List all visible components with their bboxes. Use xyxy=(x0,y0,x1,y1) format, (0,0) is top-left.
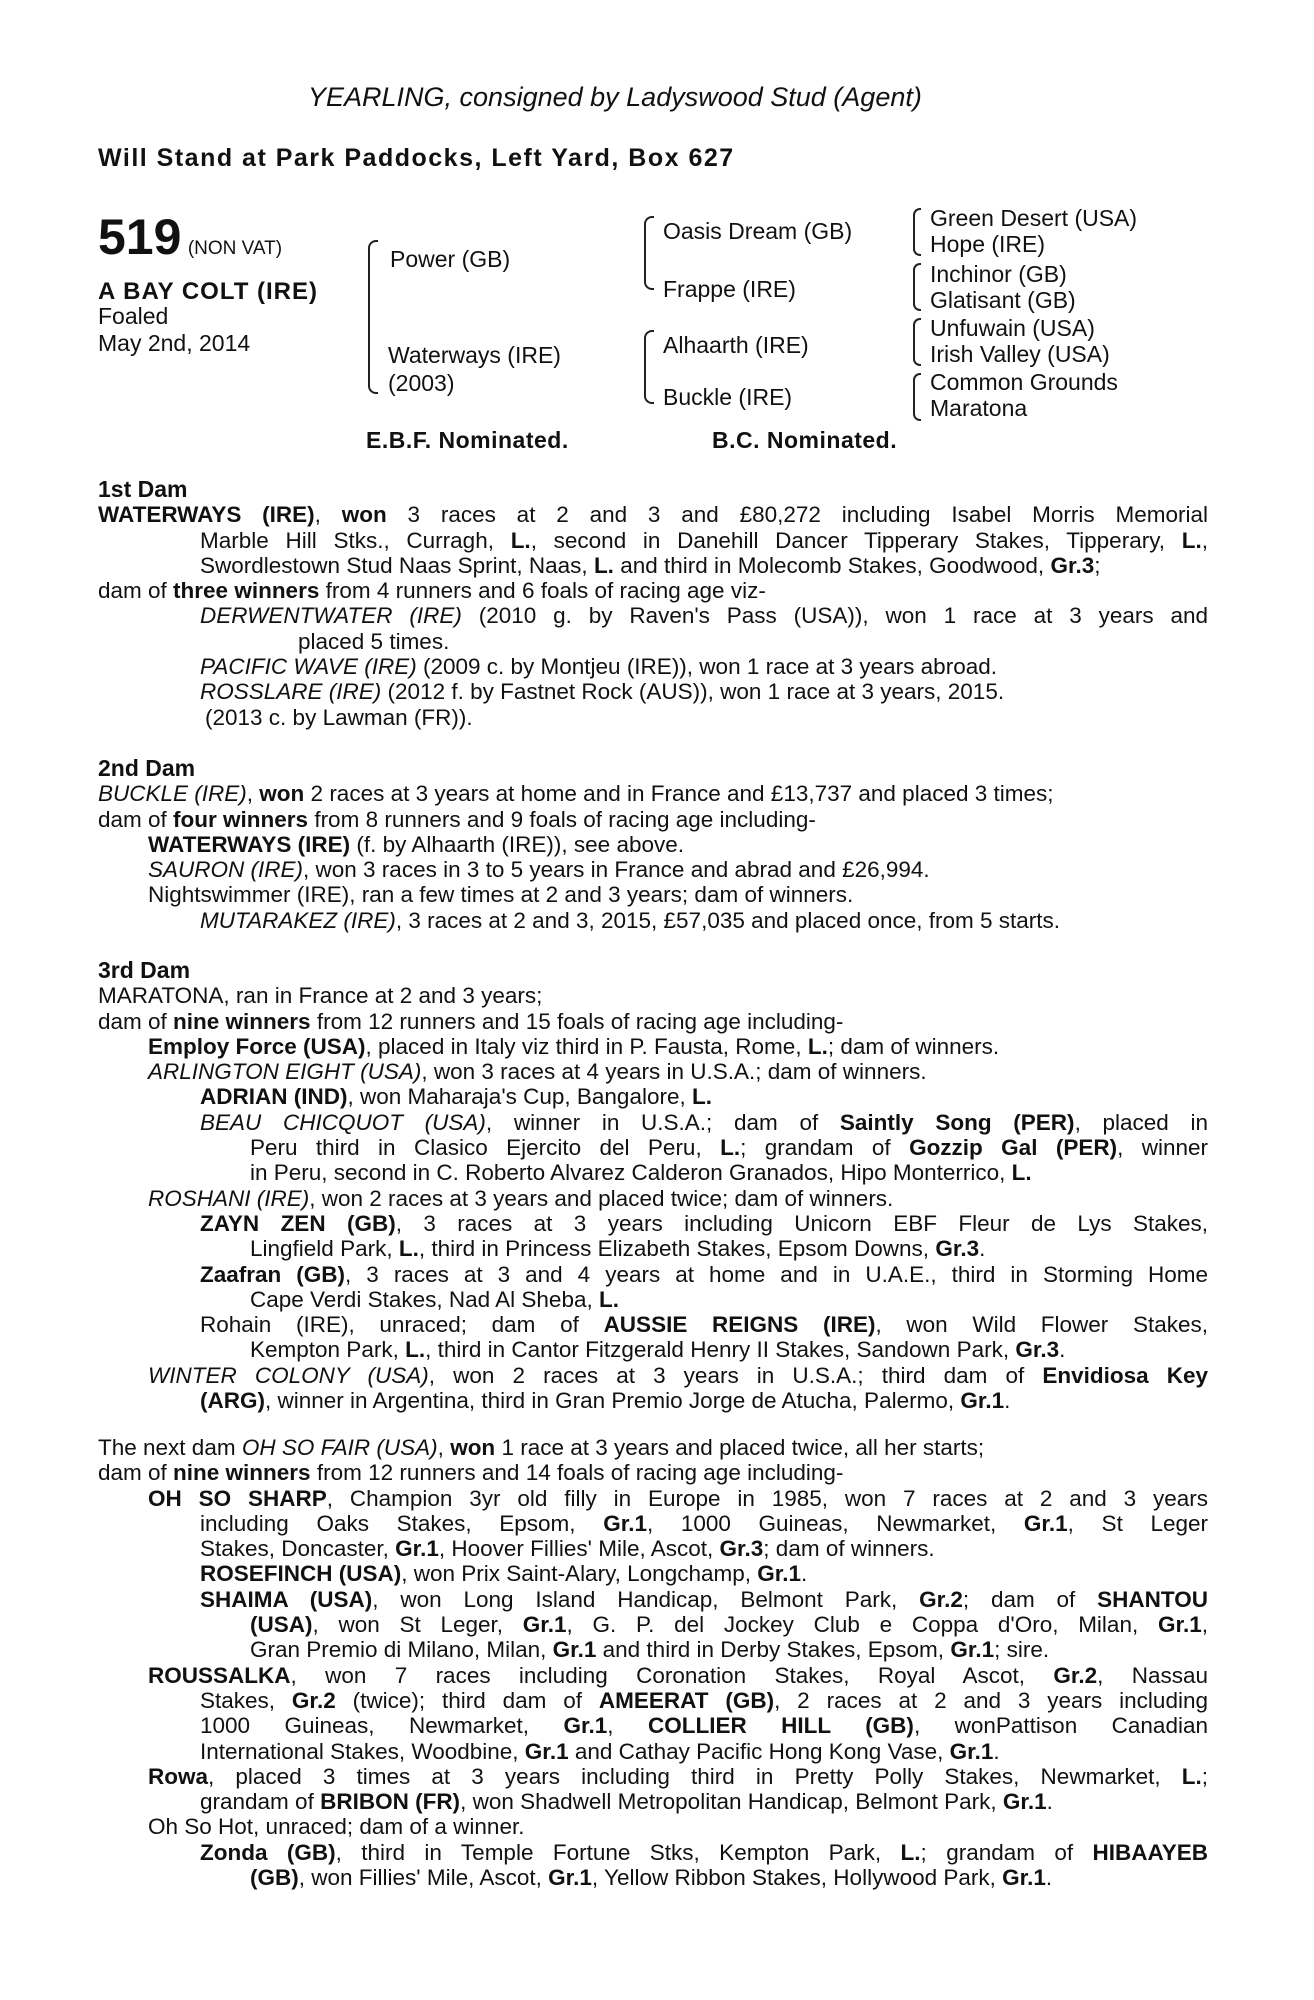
text: nine winners xyxy=(173,1460,311,1486)
text: ARLINGTON EIGHT (USA) xyxy=(148,1059,422,1085)
text: Stakes, xyxy=(200,1687,292,1713)
text: 2 races at 3 years at home and in France and £13,737 and placed 3 times; xyxy=(304,781,1054,807)
text: L. xyxy=(1181,1763,1202,1789)
first-dam-section xyxy=(98,477,1208,730)
text: BEAU CHICQUOT (USA) xyxy=(200,1109,486,1135)
text: . xyxy=(1059,1337,1066,1363)
produce-line xyxy=(98,603,1208,628)
text: dam of xyxy=(98,806,174,832)
text: won xyxy=(259,781,305,807)
text: , Champion 3yr old filly in Europe in 1985, won 7 races at 2 and 3 years xyxy=(326,1485,1208,1511)
text: , xyxy=(607,1713,648,1739)
text: HIBAAYEB xyxy=(1092,1839,1208,1865)
text: L. xyxy=(598,1286,619,1312)
text: won xyxy=(450,1435,496,1460)
text: (ARG) xyxy=(200,1388,265,1414)
text: L. xyxy=(807,1033,828,1059)
text: , xyxy=(1201,1612,1208,1638)
text: Peru third in Clasico Ejercito del Peru, xyxy=(250,1135,721,1161)
produce-line xyxy=(98,1637,1208,1662)
grandparent-1: Green Desert (USA) xyxy=(930,205,1138,231)
text: L. xyxy=(1011,1160,1032,1186)
text: Saintly Song (PER) xyxy=(839,1109,1075,1135)
text: , Yellow Ribbon Stakes, Hollywood Park, xyxy=(591,1865,1003,1891)
text: dam of xyxy=(98,1460,174,1486)
text: Gr.1 xyxy=(1002,1865,1046,1891)
dam-dam: Buckle (IRE) xyxy=(663,384,793,410)
produce-line xyxy=(98,1764,1208,1789)
produce-line xyxy=(98,1363,1208,1388)
text: L. xyxy=(900,1839,921,1865)
text: 1000 Guineas, Newmarket, xyxy=(200,1713,564,1739)
text: , xyxy=(1201,527,1209,553)
dam-line xyxy=(98,781,1208,806)
sire: Power (GB) xyxy=(390,246,511,272)
text: from 12 runners and 14 foals of racing age including- xyxy=(310,1460,844,1486)
text: Gr.2 xyxy=(291,1687,336,1713)
dam-line xyxy=(98,528,1208,553)
dam-year: (2003) xyxy=(388,370,455,396)
text: BUCKLE (IRE) xyxy=(98,781,247,807)
text: (GB) xyxy=(250,1865,299,1891)
text: , third in Cantor Fitzgerald Henry II Stakes, Sandown Park, xyxy=(425,1337,1016,1363)
sire-sire: Oasis Dream (GB) xyxy=(663,218,853,244)
text: BRIBON (FR) xyxy=(320,1789,461,1815)
dam-name: WATERWAYS (IRE) xyxy=(98,502,315,528)
text: , won Fillies' Mile, Ascot, xyxy=(298,1865,549,1891)
text: Gr.3 xyxy=(935,1236,980,1262)
text: , won Prix Saint-Alary, Longchamp, xyxy=(401,1561,758,1587)
text: (2009 c. by Montjeu (IRE)), won 1 race at 3 years abroad. xyxy=(416,654,997,680)
text: from 8 runners and 9 foals of racing age including- xyxy=(308,806,816,832)
text: ; grandam of xyxy=(920,1839,1093,1865)
text: Gr.1 xyxy=(563,1713,608,1739)
sale-title: YEARLING, consigned by Ladyswood Stud (Agent) xyxy=(308,82,922,112)
text: . xyxy=(1004,1388,1011,1414)
produce-line xyxy=(98,1287,1208,1312)
text: ; xyxy=(1201,1763,1208,1789)
dam-line xyxy=(98,578,1208,603)
text: , placed 3 times at 3 years including third in Pretty Polly Stakes, Newmarket, xyxy=(208,1763,1182,1789)
produce-line xyxy=(98,1713,1208,1738)
text: Gr.1 xyxy=(395,1536,439,1562)
text: ADRIAN (IND) xyxy=(200,1084,348,1110)
text: Gr.1 xyxy=(1157,1612,1202,1638)
text: Gr.1 xyxy=(1023,1510,1068,1536)
text: Gr.1 xyxy=(552,1637,597,1663)
text: , Hoover Fillies' Mile, Ascot, xyxy=(438,1536,720,1562)
produce-line xyxy=(98,1840,1208,1865)
text: Gr.2 xyxy=(1053,1662,1098,1688)
text: L. xyxy=(720,1135,741,1161)
text: (f. by Alhaarth (IRE)), see above. xyxy=(350,831,685,857)
text: , won 2 races at 3 years in U.S.A.; third dam of xyxy=(428,1362,1043,1388)
text: from 12 runners and 15 foals of racing age including- xyxy=(310,1008,844,1034)
grandparent-4: Glatisant (GB) xyxy=(930,287,1076,313)
text: , Nassau xyxy=(1097,1662,1208,1688)
produce-line xyxy=(98,1160,1208,1185)
text: Gr.3 xyxy=(1015,1337,1060,1363)
produce-line xyxy=(98,1739,1208,1764)
text: , placed in xyxy=(1074,1109,1209,1135)
text: including Oaks Stakes, Epsom, xyxy=(200,1510,604,1536)
produce-line xyxy=(98,1059,1208,1084)
text: ; sire. xyxy=(994,1637,1050,1663)
produce-line xyxy=(98,1511,1208,1536)
text: , won Shadwell Metropolitan Handicap, Belmont Park, xyxy=(460,1789,1003,1815)
text: Gr.3 xyxy=(719,1536,764,1562)
text: from 4 runners and 6 foals of racing age viz- xyxy=(319,578,766,604)
text: L. xyxy=(593,552,614,578)
text: ; dam of winners. xyxy=(827,1033,1000,1059)
text: International Stakes, Woodbine, xyxy=(200,1738,525,1764)
text: , wonPattison Canadian xyxy=(913,1713,1208,1739)
text: , won 7 races including Coronation Stakes, Royal Ascot, xyxy=(290,1662,1054,1688)
section-heading: 3rd Dam xyxy=(98,957,191,983)
foaled-label: Foaled xyxy=(98,303,169,329)
text: . xyxy=(993,1738,1000,1764)
dam: Waterways (IRE) xyxy=(388,342,561,368)
text: , winner in U.S.A.; dam of xyxy=(485,1109,840,1135)
lot-number: 519 xyxy=(98,209,182,265)
pedigree-brace-1 xyxy=(368,240,378,394)
text: and third in Molecomb Stakes, Goodwood, xyxy=(613,552,1051,578)
text: Gr.1 xyxy=(1002,1789,1047,1815)
produce-line xyxy=(98,1865,1208,1890)
text: Marble Hill Stks., Curragh, xyxy=(200,527,511,553)
pedigree-brace-5 xyxy=(913,263,921,311)
text: Zonda (GB) xyxy=(200,1839,336,1865)
text: Gr.1 xyxy=(757,1561,802,1587)
produce-line: Oh So Hot, unraced; dam of a winner. xyxy=(148,1814,525,1840)
grandparent-7: Common Grounds xyxy=(930,369,1118,395)
dam-line xyxy=(98,1435,1208,1460)
lot-description: A BAY COLT (IRE) xyxy=(98,278,319,305)
text: L. xyxy=(398,1236,419,1262)
text: . xyxy=(979,1236,986,1262)
text: . xyxy=(1046,1789,1053,1815)
text: WATERWAYS (IRE) xyxy=(148,831,351,857)
text: , St Leger xyxy=(1067,1510,1208,1536)
text: . xyxy=(1045,1865,1053,1891)
pedigree-brace-6 xyxy=(913,318,921,366)
text: , won Wild Flower Stakes, xyxy=(875,1312,1209,1338)
text: PACIFIC WAVE (IRE) xyxy=(200,654,417,680)
grandparent-2: Hope (IRE) xyxy=(930,231,1046,257)
text: , won Maharaja's Cup, Bangalore, xyxy=(347,1084,692,1110)
text: (twice); third dam of xyxy=(335,1687,599,1713)
text: ; dam of winners. xyxy=(763,1536,935,1562)
text: in Peru, second in C. Roberto Alvarez Calderon Granados, Hipo Monterrico, xyxy=(250,1160,1012,1186)
text: , 3 races at 2 and 3, 2015, £57,035 and placed once, from 5 starts. xyxy=(395,907,1061,933)
text: Gr.1 xyxy=(522,1612,567,1638)
dam-line xyxy=(98,553,1208,578)
next-dam-section xyxy=(98,1435,1208,1890)
produce-line xyxy=(98,1388,1208,1413)
text: , placed in Italy viz third in P. Fausta, Rome, xyxy=(365,1033,808,1059)
dam-line: MARATONA, ran in France at 2 and 3 years; xyxy=(98,983,543,1009)
grandparent-5: Unfuwain (USA) xyxy=(930,315,1095,341)
text: L. xyxy=(691,1084,712,1110)
text: L. xyxy=(1181,527,1202,553)
text: Gozzip Gal (PER) xyxy=(909,1135,1118,1161)
produce-line xyxy=(98,1337,1208,1362)
text: Lingfield Park, xyxy=(250,1236,399,1262)
produce-line xyxy=(98,1211,1208,1236)
dam-sire: Alhaarth (IRE) xyxy=(663,332,809,358)
dam-line xyxy=(98,1460,1208,1485)
text: WINTER COLONY (USA) xyxy=(148,1362,429,1388)
text: , second in Danehill Dancer Tipperary Stakes, Tipperary, xyxy=(530,527,1182,553)
produce-line: (2013 c. by Lawman (FR)). xyxy=(205,704,473,730)
pedigree-brace-3 xyxy=(644,330,654,404)
text: , xyxy=(437,1435,451,1460)
text: The next dam xyxy=(98,1435,242,1460)
text: Gran Premio di Milano, Milan, xyxy=(250,1637,553,1663)
grandparent-3: Inchinor (GB) xyxy=(930,261,1067,287)
pedigree-brace-7 xyxy=(913,373,921,421)
produce-line xyxy=(98,1663,1208,1688)
text: OH SO SHARP xyxy=(148,1485,327,1511)
text: nine winners xyxy=(173,1008,311,1034)
text: , 1000 Guineas, Newmarket, xyxy=(646,1510,1024,1536)
text: Gr.2 xyxy=(919,1586,963,1612)
produce-line xyxy=(98,679,1208,704)
text: , xyxy=(246,781,260,807)
produce-line: Nightswimmer (IRE), ran a few times at 2 and 3 years; dam of winners. xyxy=(148,882,854,908)
sire-dam: Frappe (IRE) xyxy=(663,276,796,302)
produce-line xyxy=(98,1789,1208,1814)
text: ZAYN ZEN (GB) xyxy=(200,1210,396,1236)
text: 1 race at 3 years and placed twice, all her starts; xyxy=(495,1435,985,1460)
foaled-date: May 2nd, 2014 xyxy=(98,330,251,356)
ebf-nomination: E.B.F. Nominated. xyxy=(366,427,569,453)
text: Gr.1 xyxy=(949,1738,994,1764)
text: , 2 races at 2 and 3 years including xyxy=(774,1687,1208,1713)
text: won xyxy=(341,502,387,528)
text: OH SO FAIR (USA) xyxy=(241,1435,438,1460)
text: Stakes, Doncaster, xyxy=(200,1536,396,1562)
grandparent-6: Irish Valley (USA) xyxy=(930,341,1110,367)
text: and third in Derby Stakes, Epsom, xyxy=(596,1637,951,1663)
pedigree-brace-4 xyxy=(913,208,921,256)
section-heading: 2nd Dam xyxy=(98,755,196,781)
produce-line xyxy=(98,1536,1208,1561)
text: ROSEFINCH (USA) xyxy=(200,1561,402,1587)
text: L. xyxy=(405,1337,426,1363)
produce-line xyxy=(98,654,1208,679)
text: three winners xyxy=(173,578,320,604)
text: , won St Leger, xyxy=(312,1612,523,1638)
produce-line xyxy=(98,1110,1208,1135)
text: , won 3 races in 3 to 5 years in France and abrad and £26,994. xyxy=(303,857,930,883)
pedigree-brace-2 xyxy=(644,216,654,290)
text: ; dam of xyxy=(962,1586,1098,1612)
produce-line xyxy=(98,1186,1208,1211)
text: , winner xyxy=(1117,1135,1209,1161)
dam-line xyxy=(98,807,1208,832)
bc-nomination: B.C. Nominated. xyxy=(712,427,898,453)
text: Gr.1 xyxy=(524,1738,569,1764)
produce-line: placed 5 times. xyxy=(298,628,450,654)
text: , won 3 races at 4 years in U.S.A.; dam of winners. xyxy=(421,1059,927,1085)
text: Gr.1 xyxy=(950,1637,995,1663)
text: AMEERAT (GB) xyxy=(598,1687,775,1713)
text: Kempton Park, xyxy=(250,1337,406,1363)
text: dam of xyxy=(98,578,174,604)
text: Gr.1 xyxy=(960,1388,1005,1414)
produce-line xyxy=(98,1561,1208,1586)
text: AUSSIE REIGNS (IRE) xyxy=(603,1312,876,1338)
produce-line xyxy=(98,1587,1208,1612)
box-location: Will Stand at Park Paddocks, Left Yard, Box 627 xyxy=(98,144,735,172)
text: SHAIMA (USA) xyxy=(200,1586,373,1612)
text: L. xyxy=(510,527,531,553)
text: MUTARAKEZ (IRE) xyxy=(200,907,396,933)
text: and Cathay Pacific Hong Kong Vase, xyxy=(568,1738,950,1764)
text: Gr.1 xyxy=(603,1510,647,1536)
text: , 3 races at 3 and 4 years at home and in U.A.E., third in Storming Home xyxy=(345,1261,1209,1287)
produce-line xyxy=(98,832,1208,857)
produce-line xyxy=(98,1135,1208,1160)
text: , winner in Argentina, third in Gran Premio Jorge de Atucha, Palermo, xyxy=(264,1388,961,1414)
text: , won 2 races at 3 years and placed twice; dam of winners. xyxy=(309,1185,894,1211)
text: , third in Princess Elizabeth Stakes, Epsom Downs, xyxy=(418,1236,936,1262)
text: DERWENTWATER (IRE) xyxy=(200,603,462,629)
dam-line xyxy=(98,1009,1208,1034)
text: Gr.3 xyxy=(1050,552,1095,578)
text: , won Long Island Handicap, Belmont Park, xyxy=(372,1586,920,1612)
text: ; xyxy=(1094,552,1101,578)
text: , G. P. del Jockey Club e Coppa d'Oro, Milan, xyxy=(566,1612,1158,1638)
produce-line xyxy=(98,1612,1208,1637)
text: Employ Force (USA) xyxy=(148,1033,366,1059)
text: ROUSSALKA xyxy=(148,1662,291,1688)
produce-line xyxy=(98,1312,1208,1337)
produce-line xyxy=(98,1486,1208,1511)
text: grandam of xyxy=(200,1789,321,1815)
text: Rowa xyxy=(148,1763,209,1789)
produce-line xyxy=(98,1688,1208,1713)
text: . xyxy=(801,1561,808,1587)
text: Envidiosa Key xyxy=(1042,1362,1208,1388)
second-dam-section xyxy=(98,756,1208,933)
text: ROSSLARE (IRE) xyxy=(200,679,382,705)
text: (2012 f. by Fastnet Rock (AUS)), won 1 race at 3 years, 2015. xyxy=(381,679,1005,705)
produce-line xyxy=(98,857,1208,882)
produce-line xyxy=(98,1262,1208,1287)
text: 3 races at 2 and 3 and £80,272 including Isabel Morris Memorial xyxy=(386,502,1208,528)
text: Cape Verdi Stakes, Nad Al Sheba, xyxy=(250,1286,599,1312)
text: Swordlestown Stud Naas Sprint, Naas, xyxy=(200,552,594,578)
produce-line xyxy=(98,908,1208,933)
text: ; grandam of xyxy=(740,1135,910,1161)
produce-line xyxy=(98,1034,1208,1059)
text: four winners xyxy=(173,806,309,832)
produce-line xyxy=(98,1236,1208,1261)
text: Gr.1 xyxy=(548,1865,592,1891)
text: Zaafran (GB) xyxy=(200,1261,346,1287)
third-dam-section xyxy=(98,958,1208,1413)
produce-line xyxy=(98,1084,1208,1109)
text: (USA) xyxy=(250,1612,313,1638)
vat-status: (NON VAT) xyxy=(187,238,283,259)
text: COLLIER HILL (GB) xyxy=(647,1713,914,1739)
text: dam of xyxy=(98,1008,174,1034)
section-heading: 1st Dam xyxy=(98,476,188,502)
grandparent-8: Maratona xyxy=(930,395,1028,421)
text: , third in Temple Fortune Stks, Kempton Park, xyxy=(335,1839,901,1865)
text: SHANTOU xyxy=(1097,1586,1208,1612)
text: , xyxy=(314,502,342,528)
lot-number-block xyxy=(98,208,282,266)
text: Rohain (IRE), unraced; dam of xyxy=(200,1312,604,1338)
text: (2010 g. by Raven's Pass (USA)), won 1 race at 3 years and xyxy=(461,603,1209,629)
text: SAURON (IRE) xyxy=(148,857,304,883)
text: , 3 races at 3 years including Unicorn EBF Fleur de Lys Stakes, xyxy=(395,1210,1209,1236)
text: ROSHANI (IRE) xyxy=(148,1185,310,1211)
dam-line xyxy=(98,502,1208,527)
